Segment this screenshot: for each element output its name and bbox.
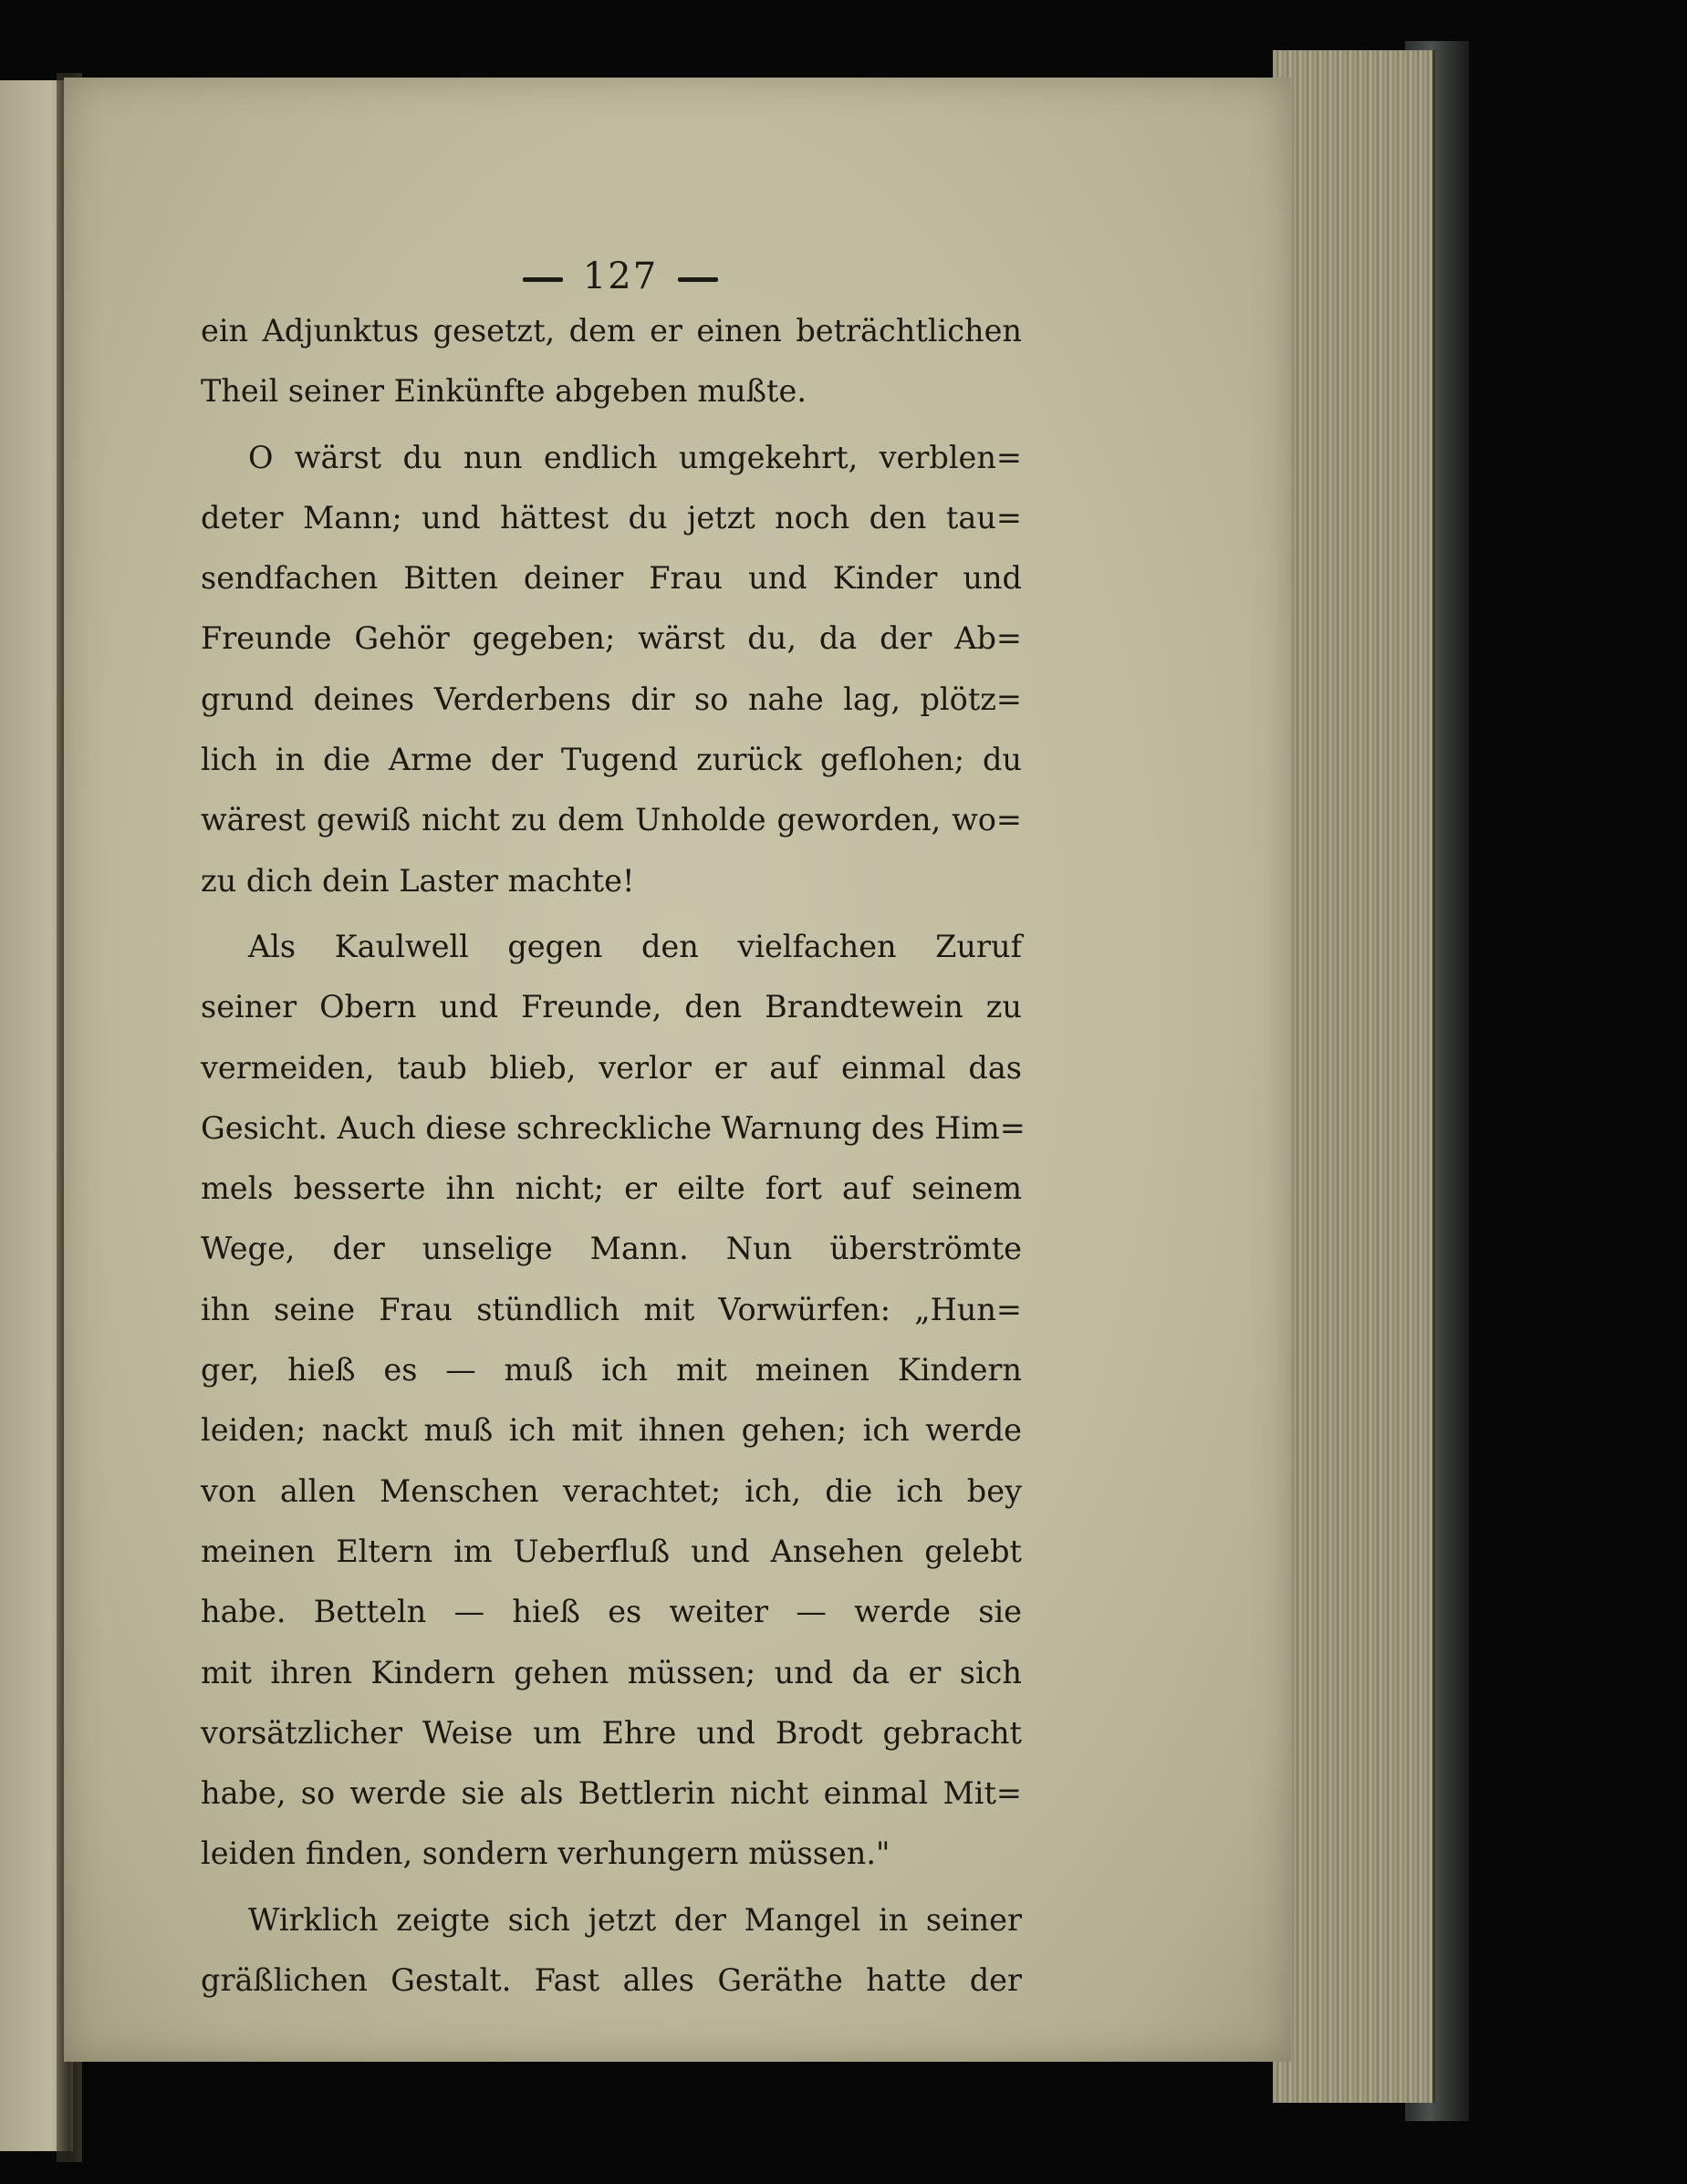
text-line: gräßlichen Gestalt. Fast alles Geräthe hatte der [201,1962,1022,1999]
text-line: ger, hieß es — muß ich mit meinen Kindern [201,1352,1022,1388]
text-line: ihn seine Frau stündlich mit Vorwürfen: „Hun= [201,1291,1022,1327]
text-line: Theil seiner Einkünfte abgeben mußte. [201,373,807,410]
page-number: 127 [582,255,659,297]
book-page [64,78,1291,2062]
text-line: habe, so werde sie als Bettlerin nicht einmal Mit= [201,1775,1022,1812]
paragraph [201,917,1026,1885]
paragraph [201,1890,1022,2012]
text-line: von allen Menschen verachtet; ich, die ich bey [201,1472,1022,1509]
text-line: wärest gewiß nicht zu dem Unholde geworden, wo= [201,802,1022,838]
right-dash-ornament [678,277,718,282]
text-line: habe. Betteln — hieß es weiter — werde sie [201,1594,1022,1630]
text-line: zu dich dein Laster machte! [201,862,635,899]
text-line: Als Kaulwell gegen den vielfachen Zuruf [248,928,1022,964]
text-line: leiden finden, sondern verhungern müssen." [201,1836,890,1872]
text-line: mit ihren Kindern gehen müssen; und da er sich [201,1654,1022,1690]
text-line: sendfachen Bitten deiner Frau und Kinder und [201,560,1022,597]
text-line: mels besserte ihn nicht; er eilte fort auf seinem [201,1170,1022,1207]
text-line: vorsätzlicher Weise um Ehre und Brodt gebracht [201,1714,1022,1751]
text-line: lich in die Arme der Tugend zurück geflohen; du [201,742,1022,778]
text-line: ein Adjunktus gesetzt, dem er einen beträchtlichen [201,313,1022,348]
text-line: vermeiden, taub blieb, verlor er auf einmal das [201,1049,1022,1086]
page-number-header [484,255,757,297]
text-line: Wege, der unselige Mann. Nun überströmte [201,1231,1022,1267]
text-line: Wirklich zeigte sich jetzt der Mangel in seiner [248,1901,1022,1938]
paragraph [201,301,1022,422]
text-line: meinen Eltern im Ueberfluß und Ansehen gelebt [201,1533,1022,1569]
page-block-edges [1273,50,1435,2103]
text-line: grund deines Verderbens dir so nahe lag, plötz= [201,681,1022,717]
text-line: deter Mann; und hättest du jetzt noch den tau= [201,499,1022,536]
text-line: O wärst du nun endlich umgekehrt, verblen= [248,439,1022,475]
text-line: Gesicht. Auch diese schreckliche Warnung des Him= [201,1109,1026,1146]
paragraph [201,428,1022,911]
text-line: leiden; nackt muß ich mit ihnen gehen; ich werde [201,1412,1022,1449]
text-line: Freunde Gehör gegeben; wärst du, da der Ab= [201,620,1022,657]
left-dash-ornament [523,277,563,282]
text-line: seiner Obern und Freunde, den Brandtewein zu [201,989,1022,1025]
body-text [201,301,1026,2011]
